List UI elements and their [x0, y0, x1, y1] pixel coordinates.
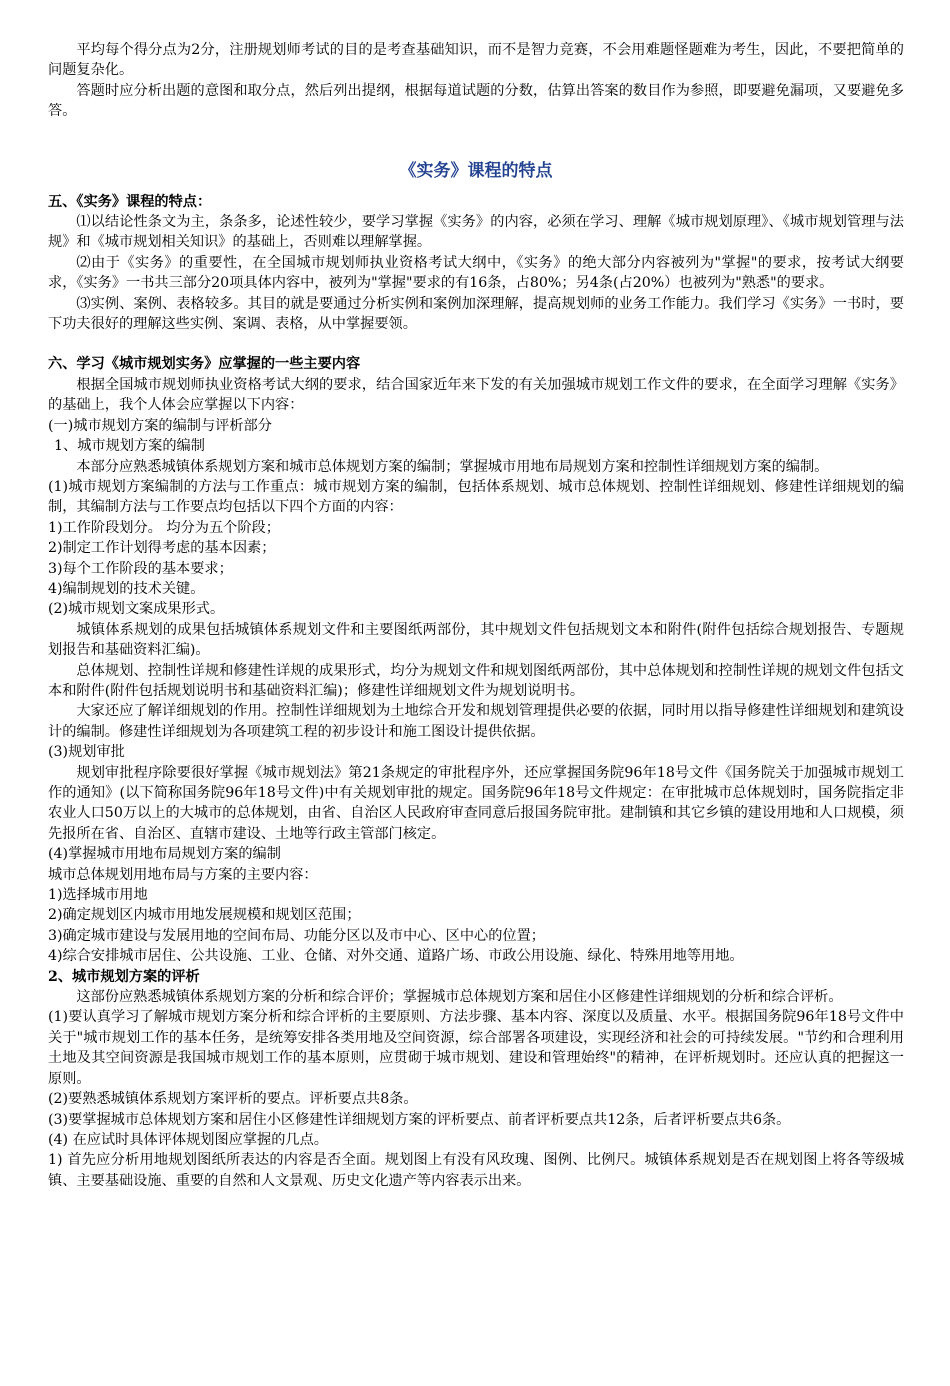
list-item: 4)编制规划的技术关键。: [48, 580, 205, 597]
section6-heading: 六、学习《城市规划实务》应掌握的一些主要内容: [48, 356, 361, 373]
evaluation-item-2: (2)要熟悉城镇体系规划方案评析的要点。评析要点共8条。: [48, 1091, 418, 1108]
section5-paragraph-3: ⑶实例、案例、表格较多。其目的就是要通过分析实例和案例加深理解，提高规划师的业务工作能力。我们学习《实务》一书时，要下功夫很好的理解这些实例、案调、表格，从中掌握要领。: [48, 295, 904, 333]
list-item: 2)制定工作计划得考虑的基本因素；: [48, 540, 276, 557]
item2-heading: (2)城市规划文案成果形式。: [48, 601, 225, 618]
item3-heading: (3)规划审批: [48, 744, 125, 761]
list-item: 1)选择城市用地: [48, 887, 148, 904]
list-item: 1)工作阶段划分。 均分为五个阶段；: [48, 519, 280, 536]
section5-paragraph-2: ⑵由于《实务》的重要性，在全国城市规划师执业资格考试大纲中，《实务》的绝大部分内容被列为"掌握"的要求，按考试大纲要求，《实务》一书共三部分20项具体内容中，被列为"掌握"要求的有16条，占80%；另4条(占20%）也被列为"熟悉"的要求。: [48, 254, 904, 292]
item4-intro: 城市总体规划用地布局与方案的主要内容：: [48, 866, 318, 883]
item2-paragraph-3: 大家还应了解详细规划的作用。控制性详细规划为土地综合开发和规划管理提供必要的依据，同时用以指导修建性详细规划和建筑设计的编制。修建性详细规划为各项建筑工程的初步设计和施工图设计提供依据。: [48, 703, 904, 740]
sub1-heading: 1、城市规划方案的编制: [54, 438, 205, 455]
intro-paragraph-1: 平均每个得分点为2分，注册规划师考试的目的是考查基础知识，而不是智力竞赛，不会用难题怪题难为考生，因此，不要把简单的问题复杂化。: [48, 42, 904, 79]
sub2-heading: 2、城市规划方案的评析: [48, 968, 200, 985]
part1-heading: (一)城市规划方案的编制与评析部分: [48, 417, 272, 434]
sub1-intro: 本部分应熟悉城镇体系规划方案和城市总体规划方案的编制；掌握城市用地布局规划方案和控制性详细规划方案的编制。: [76, 458, 829, 475]
item4-heading: (4)掌握城市用地布局规划方案的编制: [48, 846, 281, 863]
section5-heading: 五、《实务》课程的特点：: [48, 193, 212, 210]
intro-paragraph-2: 答题时应分析出题的意图和取分点，然后列出提纲，根据每道试题的分数，估算出答案的数目作为参照，即要避免漏项，又要避免多答。: [48, 82, 904, 120]
document-page: [48, 40, 904, 1191]
list-item: 2)确定规划区内城市用地发展规模和规划区范围；: [48, 907, 361, 924]
evaluation-item-3: (3)要掌握城市总体规划方案和居住小区修建性详细规划方案的评析要点、前者评析要点共12条，后者评析要点共6条。: [48, 1111, 791, 1128]
evaluation-item-4: (4) 在应试时具体评体规划图应掌握的几点。: [48, 1131, 328, 1148]
evaluation-item-1: (1)要认真学习了解城市规划方案分析和综合评析的主要原则、方法步骤、基本内容、深度以及质量、水平。根据国务院96年18号文件中关于"城市规划工作的基本任务，是统筹安排各类用地及空间资源，综合部署各项建设，实现经济和社会的可持续发展。"节约和合理利用土地及其空间资源是我国城市规划工作的基本原则，应贯砌于城市规划、建设和管理始终"的精神，在评析规划时。还应认真的把握这一原则。: [48, 1009, 904, 1087]
list-item: 3)每个工作阶段的基本要求；: [48, 560, 233, 577]
section5-paragraph-1: ⑴以结论性条文为主，条条多，论述性较少，要学习掌握《实务》的内容，必须在学习、理解《城市规划原理》、《城市规划管理与法规》和《城市规划相关知识》的基础上，否则难以理解掌握。: [48, 214, 904, 251]
section-title: 《实务》课程的特点: [399, 160, 553, 181]
list-item: 3)确定城市建设与发展用地的空间布局、功能分区以及市中心、区中心的位置；: [48, 927, 545, 944]
section6-intro: 根据全国城市规划师执业资格考试大纲的要求，结合国家近年来下发的有关加强城市规划工作文件的要求，在全面学习理解《实务》的基础上，我个人体会应掌握以下内容：: [48, 376, 904, 414]
item2-paragraph-1: 城镇体系规划的成果包括城镇体系规划文件和主要图纸两部份，其中规划文件包括规划文本和附件(附件包括综合规划报告、专题规划报告和基础资料汇编)。: [48, 621, 904, 659]
item3-paragraph-1: 规划审批程序除要很好掌握《城市规划法》第21条规定的审批程序外，还应掌握国务院96年18号文件《国务院关于加强城市规划工作的通知》(以下简称国务院96年18号文件)中有关规划审批的规定。国务院96年18号文件规定：在审批城市总体规划时，国务院指定非农业人口50万以上的大城市的总体规划，由省、自治区人民政府审查同意后报国务院审批。建制镇和其它乡镇的建设用地和人口规模，须先报所在省、自治区、直辖市建设、土地等行政主管部门核定。: [48, 764, 904, 842]
list-item: 4)综合安排城市居住、公共设施、工业、仓储、对外交通、道路广场、市政公用设施、绿化、特殊用地等用地。: [48, 948, 744, 965]
sub2-intro: 这部份应熟悉城镇体系规划方案的分析和综合评价；掌握城市总体规划方案和居住小区修建性详细规划的分析和综合评析。: [76, 989, 843, 1006]
evaluation-item-4-paragraph-1: 1) 首先应分析用地规划图纸所表达的内容是否全面。规划图上有没有风玫瑰、图例、比例尺。城镇体系规划是否在规划图上将各等级城镇、主要基础设施、重要的自然和人文景观、历史文化遗产等内容表示出来。: [48, 1152, 904, 1189]
item2-paragraph-2: 总体规划、控制性详规和修建性详规的成果形式，均分为规划文件和规划图纸两部份，其中总体规划和控制性详规的规划文件包括文本和附件(附件包括规划说明书和基础资料汇编)；修建性详细规划文件为规划说明书。: [48, 662, 904, 699]
item1-paragraph: (1)城市规划方案编制的方法与工作重点：城市规划方案的编制，包括体系规划、城市总体规划、控制性详细规划、修建性详细规划的编制，其编制方法与工作要点均包括以下四个方面的内容：: [48, 478, 904, 516]
